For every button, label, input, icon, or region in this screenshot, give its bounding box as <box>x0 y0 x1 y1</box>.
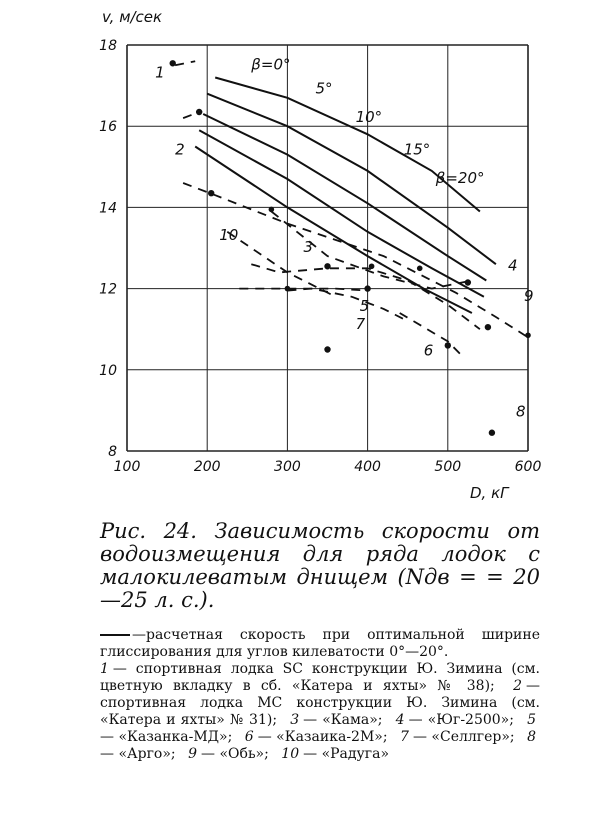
legend-entry-4 <box>396 712 518 728</box>
curve-labels <box>155 55 533 420</box>
dashed-curves <box>175 61 528 357</box>
series-label-3: 3 <box>303 238 313 257</box>
y-tick-16: 16 <box>99 119 117 136</box>
curve-label-3: 15° <box>403 140 431 159</box>
chart-grid <box>127 45 528 451</box>
boat-point-5 <box>364 285 370 291</box>
series-label-2: 2 <box>175 140 185 159</box>
series-label-5: 5 <box>359 296 370 315</box>
legend-entry-num: 10 <box>281 746 300 762</box>
x-tick-600: 600 <box>514 459 542 475</box>
y-tick-10: 10 <box>99 362 117 379</box>
legend-entry-text: — «Селлгер»; <box>412 729 515 745</box>
legend-entry-num: 6 <box>244 729 254 745</box>
extra-point-0 <box>269 207 275 213</box>
x-tick-300: 300 <box>274 459 301 475</box>
x-tick-400: 400 <box>354 459 381 475</box>
data-points <box>170 60 531 436</box>
figure-legend <box>100 627 540 763</box>
series-label-9: 9 <box>523 286 534 305</box>
extra-point-2 <box>369 263 375 269</box>
x-axis-label: D, кГ <box>470 484 509 502</box>
legend-entry-num: 8 <box>527 729 537 745</box>
boat-point-2 <box>196 109 202 115</box>
boat-point-4 <box>465 279 471 285</box>
curve-label-4: β=20° <box>435 169 485 188</box>
legend-entry-num: 7 <box>400 729 409 745</box>
boat-point-7 <box>324 346 330 352</box>
series-label-1: 1 <box>155 63 165 82</box>
y-tick-18: 18 <box>99 38 117 54</box>
boat-point-9 <box>485 324 491 330</box>
legend-entry-text: — «Казанка-МД»; <box>100 729 233 745</box>
x-tick-200: 200 <box>193 459 221 475</box>
y-tick-12: 12 <box>99 281 117 298</box>
x-tick-100: 100 <box>113 459 141 475</box>
series-label-6: 6 <box>423 341 434 360</box>
curve-label-0: β=0° <box>251 55 291 74</box>
boat-point-8 <box>489 430 495 436</box>
y-tick-8: 8 <box>108 444 117 460</box>
legend-entry-num: 9 <box>188 746 198 762</box>
legend-entry-text: — «Кама»; <box>303 712 383 728</box>
dashed-curve-0 <box>175 61 195 65</box>
legend-entries <box>100 661 540 763</box>
caption-text: Рис. 24. Зависимость скорости от водоизмещения для ряда лодок с малокилеватым днищем (Nдв = = 20—25 л. с.). <box>100 519 540 612</box>
extra-point-3 <box>525 332 531 338</box>
y-axis-label: v, м/сек <box>102 8 163 26</box>
figure-caption <box>100 520 540 612</box>
legend-entry-10 <box>281 746 393 762</box>
legend-entry-num: 2 <box>513 678 522 694</box>
boat-point-1 <box>170 60 176 66</box>
legend-entry-3 <box>290 712 386 728</box>
boat-point-6 <box>445 342 451 348</box>
legend-entry-text: — спортивная лодка SC конструкции Ю. Зимина (см. цветную вкладку в сб. «Катера и яхты» № 38); <box>100 661 540 694</box>
legend-entry-text: — «Казаика-2М»; <box>257 729 388 745</box>
boat-point-10 <box>208 190 214 196</box>
x-tick-500: 500 <box>434 459 462 475</box>
series-label-8: 8 <box>515 402 526 421</box>
series-label-7: 7 <box>355 315 366 334</box>
legend-entry-1 <box>100 661 540 694</box>
dashed-curve-2 <box>183 183 528 337</box>
y-tick-14: 14 <box>99 200 117 217</box>
extra-point-4 <box>417 266 423 272</box>
series-label-10: 10 <box>219 225 239 244</box>
legend-solid-desc: —расчетная скорость при оптимальной ширине глиссирования для углов килеватости 0°—20°. <box>100 627 540 660</box>
dashed-curve-6 <box>287 289 407 322</box>
legend-entry-9 <box>188 746 273 762</box>
solid-curves <box>195 78 496 314</box>
legend-entry-text: — «Радуга» <box>303 746 390 762</box>
solid-curve-2 <box>203 114 486 281</box>
boat-point-3 <box>324 263 330 269</box>
legend-entry-num: 1 <box>100 661 109 677</box>
curve-label-1: 5° <box>315 79 333 98</box>
legend-entry-text: — спортивная лодка МС конструкции Ю. Зимина (см. «Катера и яхты» № 31); <box>100 678 540 728</box>
extra-point-1 <box>285 286 291 292</box>
curve-label-2: 10° <box>355 108 383 127</box>
legend-entry-6 <box>245 729 392 745</box>
legend-entry-text: — «Арго»; <box>100 746 176 762</box>
series-label-4: 4 <box>507 256 518 275</box>
axis-ticks <box>99 38 541 475</box>
legend-entry-num: 5 <box>527 712 537 728</box>
legend-solid-line <box>100 627 540 661</box>
dashed-curve-3 <box>227 232 335 297</box>
legend-entry-7 <box>400 729 519 745</box>
legend-entry-text: — «Юг-2500»; <box>408 712 514 728</box>
legend-entry-num: 3 <box>290 712 300 728</box>
legend-entry-text: — «Обь»; <box>201 746 269 762</box>
legend-entry-num: 4 <box>395 712 405 728</box>
solid-line-sample <box>100 634 130 636</box>
